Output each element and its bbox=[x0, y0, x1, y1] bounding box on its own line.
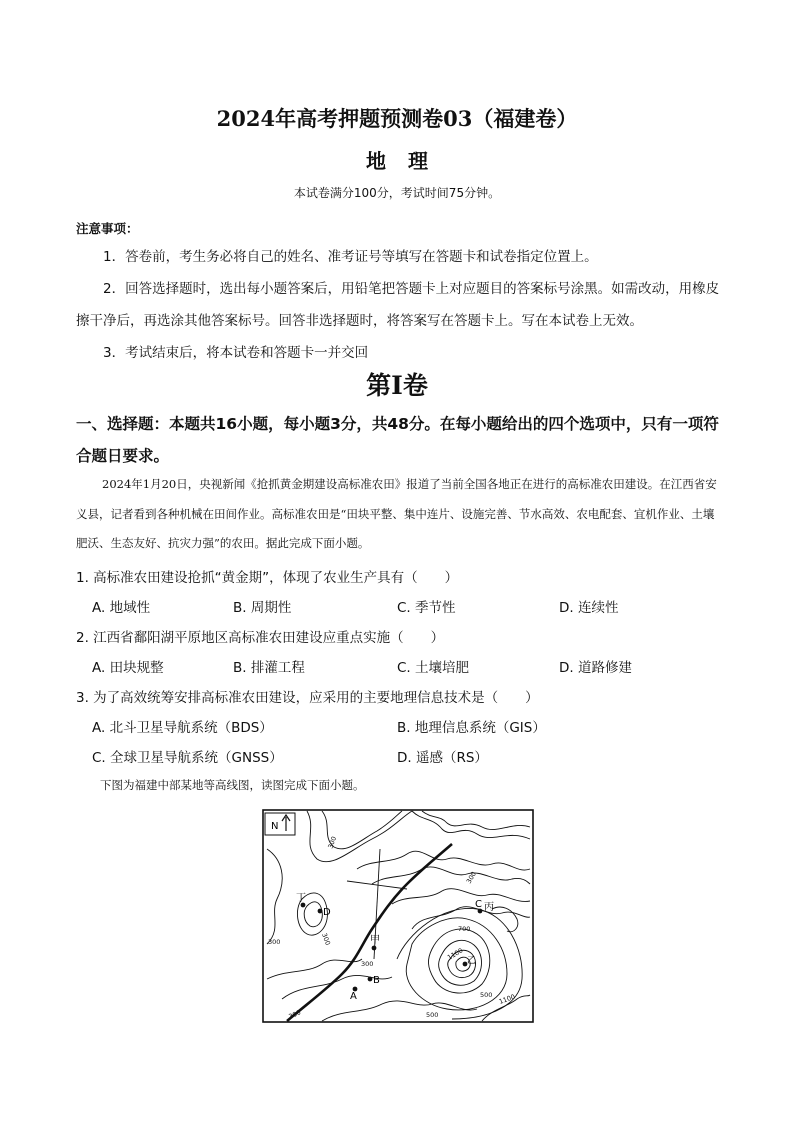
notice-item-2 bbox=[76, 273, 726, 337]
q1-option-d: D. 连续性 bbox=[559, 600, 619, 616]
point-d-marker bbox=[318, 909, 323, 914]
contour-label: 700 bbox=[458, 925, 471, 933]
q1-option-c: C. 季节性 bbox=[397, 600, 456, 616]
contour-label: 300 bbox=[326, 835, 339, 850]
q2-option-a: A. 田块规整 bbox=[92, 660, 164, 676]
point-b-marker bbox=[368, 977, 373, 982]
notice-item-3 bbox=[76, 337, 726, 369]
notice-text-2: 2．回答选择题时，选出每小题答案后，用铅笔把答题卡上对应题目的答案标号涂黑。如需改动，用橡皮擦干净后，再选涂其他答案标号。回答非选择题时，将答案写在答题卡上。写在本试卷上无效。 bbox=[76, 281, 720, 329]
question-2-stem: 2. 江西省鄱阳湖平原地区高标准农田建设应重点实施（ ） bbox=[76, 630, 445, 646]
contour-label: 500 bbox=[426, 1011, 439, 1019]
notice-text-3: 3．考试结束后，将本试卷和答题卡一并交回 bbox=[103, 345, 369, 361]
contour-label: 500 bbox=[480, 991, 493, 999]
label-ding: 丁 bbox=[296, 893, 306, 904]
point-jia-marker bbox=[372, 946, 377, 951]
contour-label: 1100 bbox=[497, 992, 517, 1006]
q2-option-c: C. 土壤培肥 bbox=[397, 660, 470, 676]
label-a: A bbox=[350, 991, 357, 1002]
label-bing: 丙 bbox=[484, 902, 494, 913]
label-jia: 甲 bbox=[370, 935, 380, 946]
q2-option-b: B. 排灌工程 bbox=[233, 660, 305, 676]
contour-label: 300 bbox=[287, 1008, 303, 1021]
question-1-stem: 1. 高标准农田建设抢抓“黄金期”，体现了农业生产具有（ ） bbox=[76, 570, 459, 586]
page-title: 2024年高考押题预测卷03（福建卷） bbox=[216, 106, 578, 131]
reading-passage: 2024年1月20日，央视新闻《抢抓黄金期建设高标准农田》报道了当前全国各地正在进行的高标准农田建设。在江西省安义县，记者看到各种机械在田间作业。高标准农田是“田块平整、集中连片、设施完善、节水高效、农电配套、宜机作业、土壤肥沃、生态友好、抗灾力强”的农田。据此完成下面小题。 bbox=[76, 477, 717, 550]
exam-info: 本试卷满分100分，考试时间75分钟。 bbox=[293, 186, 501, 200]
contour-label: 300 bbox=[361, 960, 374, 968]
label-b: B bbox=[373, 975, 380, 986]
notice-heading: 注意事项： bbox=[76, 221, 139, 236]
label-c: C bbox=[475, 899, 482, 910]
section-heading: 一、选择题：本题共16小题，每小题3分，共48分。在每小题给出的四个选项中，只有一项符合题日要求。 bbox=[76, 415, 719, 465]
north-arrow-box bbox=[265, 813, 295, 835]
notice-item-1 bbox=[76, 241, 726, 273]
q3-option-a: A. 北斗卫星导航系统（BDS） bbox=[92, 720, 273, 736]
contour-label: 300 bbox=[464, 870, 478, 885]
q1-option-b: B. 周期性 bbox=[233, 600, 292, 616]
q1-option-a: A. 地域性 bbox=[92, 600, 151, 616]
north-label: N bbox=[271, 821, 279, 832]
question-3-stem: 3. 为了高效统筹安排高标准农田建设，应采用的主要地理信息技术是（ ） bbox=[76, 690, 539, 706]
contour-label: 300 bbox=[268, 938, 281, 946]
map-caption: 下图为福建中部某地等高线图，读图完成下面小题。 bbox=[100, 778, 365, 792]
q2-option-d: D. 道路修建 bbox=[559, 660, 632, 676]
contour-label: 300 bbox=[320, 931, 332, 947]
map-frame bbox=[263, 810, 533, 1022]
contour-map bbox=[262, 809, 534, 1023]
q3-option-b: B. 地理信息系统（GIS） bbox=[397, 720, 546, 736]
label-yi: 乙 bbox=[467, 956, 477, 966]
volume-heading: 第Ⅰ卷 bbox=[366, 371, 428, 400]
q3-option-d: D. 遥感（RS） bbox=[397, 750, 488, 766]
notice-text-1: 1．答卷前，考生务必将自己的姓名、准考证号等填写在答题卡和试卷指定位置上。 bbox=[103, 249, 598, 265]
subject-title: 地理 bbox=[366, 149, 450, 173]
contour-label: 1100 bbox=[446, 946, 465, 962]
label-d: D bbox=[323, 907, 331, 918]
q3-option-c: C. 全球卫星导航系统（GNSS） bbox=[92, 750, 283, 766]
